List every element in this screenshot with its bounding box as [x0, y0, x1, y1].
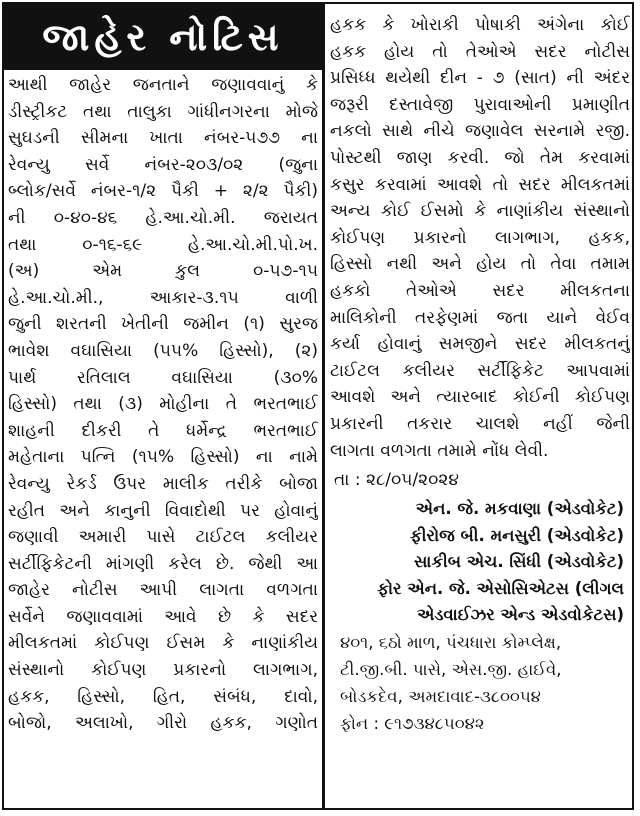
address-line: બોડકદેવ, અમદાવાદ-૩૮૦૦૫૪ — [340, 686, 541, 706]
body-line: હકક, હિસ્સો, હિત, સંબંધ, દાવો, — [8, 686, 318, 707]
body-line: સર્ટીફિકેટની માંગણી કરેલ છે. જેથી આ — [8, 553, 318, 574]
right-column — [330, 12, 630, 737]
body-line: શાહની દીકરી તે ધર્મેન્દ્ર ભરતભાઈ — [8, 420, 318, 441]
address-line: ટી.જી.બી. પાસે, એસ.જી. હાઈવે, — [340, 659, 562, 679]
body-line: મહેતાના પત્નિ (૧૫% હિસ્સો) ના નામે — [8, 447, 318, 468]
body-line: સુઘડની સીમના ખાતા નંબર-૫૭૭ ના — [8, 128, 318, 149]
body-line: સંસ્થાનો કોઈપણ પ્રકારનો લાગભાગ, — [8, 660, 318, 681]
body-line: ભાવેશ વઘાસિયા (૫૫% હિસ્સો), (૨) — [8, 340, 318, 361]
public-notice — [2, 2, 634, 810]
body-line: હે.આ.ચો.મી., આકાર-૩.૧૫ વાળી — [8, 287, 318, 308]
body-line: રહીત અને કાનુની વિવાદોથી પર હોવાનું — [8, 500, 318, 521]
signatory-line: ફીરોજ બી. મનસુરી (એડવોકેટ) — [410, 525, 624, 545]
title-banner — [4, 4, 322, 70]
body-line: પ્રસિધ્ધ થયેથી દીન - ૭ (સાત) ની અંદર — [330, 68, 630, 89]
signatory-line: સાકીબ એચ. સિંધી (એડવોકેટ) — [413, 552, 624, 572]
body-line: આથી જાહેર જનતાને જણાવવાનું કે — [8, 75, 318, 95]
body-line: મીલકતમાં કોઈપણ ઈસમ કે નાણાંકીય — [8, 633, 318, 654]
body-line: જાહેર નોટીસ આપી લાગતા વળગતા — [8, 580, 318, 601]
body-line: બ્લોક/સર્વે નંબર-૧/૨ પૈકી + ૨/૨ પૈકી) — [8, 181, 318, 202]
body-line: કસુર કરવામાં આવશે તો સદર મીલકતમાં — [330, 174, 630, 195]
body-line: આવશે અને ત્યારબાદ કોઈની કોઈપણ — [330, 387, 630, 408]
body-line: સર્વેને જણાવવામાં આવે છે કે સદર — [8, 606, 318, 627]
body-line: પોસ્ટથી જાણ કરવી. જો તેમ કરવામાં — [330, 147, 630, 168]
body-line: હિસ્સો) તથા (૩) મોહીના તે ભરતભાઈ — [8, 394, 318, 415]
notice-date: તા : ૨૮/૦૫/૨૦૨૪ — [334, 470, 459, 491]
body-line: ડીસ્ટ્રીકટ તથા તાલુકા ગાંધીનગરના મોજે — [8, 101, 318, 122]
address-block — [330, 629, 630, 737]
body-line: જણાવી અમારી પાસે ટાઈટલ કલીયર — [8, 527, 318, 548]
body-line: કોઈપણ પ્રકારનો લાગભાગ, હકક, — [330, 227, 630, 248]
body-line: અન્ય કોઈ ઈસમો કે નાણાંકીય સંસ્થાનો — [330, 201, 630, 222]
body-line: પ્રકારની તકરાર ચાલશે નહીં જેની — [330, 413, 630, 434]
body-line: કર્યા હોવાનું સમજીને સદર મીલકતનું — [330, 334, 630, 355]
body-line: રેવન્યુ રેકર્ડ ઉપર માલીક તરીકે બોજા — [8, 473, 318, 494]
notice-title: જાહેર નોટિસ — [42, 15, 284, 59]
left-column — [8, 72, 318, 737]
body-line: હકકો તેઓએ સદર મીલકતના — [330, 280, 630, 301]
signatory-line: એન. જે. મકવાણા (એડવોકેટ) — [415, 499, 624, 519]
body-line: જરૂરી દસ્તાવેજી પુરાવાઓની પ્રમાણીત — [330, 94, 630, 115]
signatories — [330, 496, 630, 629]
body-line: રેવન્યુ સર્વે નંબર-૨૦૩/૦૨ (જુના — [8, 154, 318, 175]
body-line: બોજો, અલાખો, ગીરો હકક, ગણોત — [8, 713, 318, 734]
body-line: નકલો સાથે નીચે જણાવેલ સરનામે રજી. — [330, 121, 630, 142]
address-line: ૪૦૧, ૬ઠો માળ, પંચધારા કોમ્પ્લેક્ષ, — [340, 632, 562, 652]
body-line: હકક હોય તો તેઓએ સદર નોટીસ — [330, 41, 630, 62]
body-line: (અ) એમ કુલ ૦-૫૭-૧૫ — [8, 261, 318, 282]
firm-name-line: એડવાઈઝર એન્ડ એડવોકેટસ) — [416, 605, 624, 625]
body-line: હિસ્સો નથી અને હોય તો તેવા તમામ — [330, 254, 630, 275]
body-line: જુની શરતની ખેતીની જમીન (૧) સુરજ — [8, 314, 318, 335]
body-line: માલિકોની તરફેણમાં જતા યાને વેઈવ — [330, 307, 630, 328]
body-line: તથા ૦-૧૬-૬૯ હે.આ.ચો.મી.પો.ખ. — [8, 234, 318, 255]
column-divider — [322, 4, 325, 808]
firm-name-line: ફોર એન. જે. એસોસિએટસ (લીગલ — [377, 578, 624, 598]
body-line: લાગતા વળગતા તમામે નોંધ લેવી. — [330, 440, 549, 461]
phone-number: ફોન : ૯૧૭૩૪૮૫૦૪૨ — [340, 713, 485, 733]
body-line: હકક કે ખોરાકી પોષાકી અંગેના કોઈ — [330, 15, 630, 35]
body-line: ટાઈટલ કલીયર સર્ટીફિકેટ આપવામાં — [330, 360, 630, 381]
body-line: પાર્થ રતિલાલ વઘાસિયા (૩૦% — [8, 367, 318, 388]
body-line: ની ૦-૪૦-૪૬ હે.આ.ચો.મી. જરાયત — [8, 207, 318, 228]
